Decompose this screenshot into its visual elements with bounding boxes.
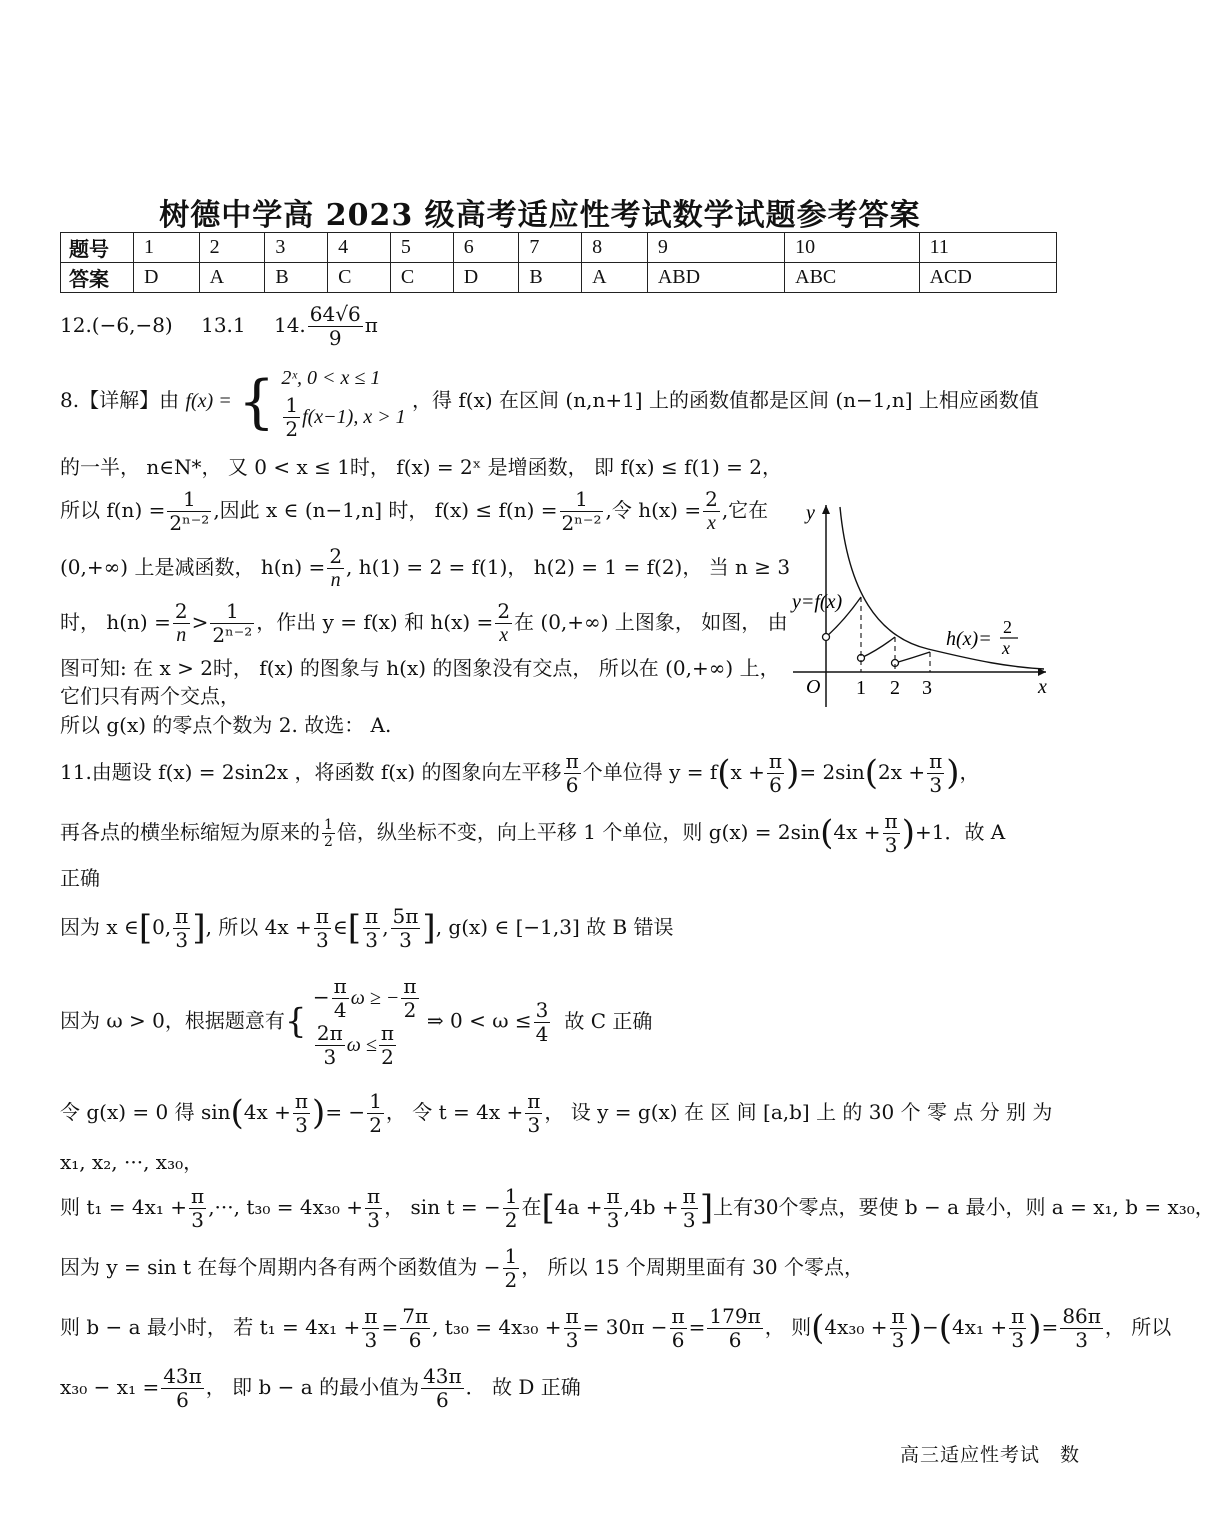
table-cell: 11 — [919, 233, 1056, 263]
q11-line-3: 正确 — [60, 866, 100, 890]
answer-12: 12.(−6,−8) — [60, 313, 173, 337]
table-cell: B — [519, 263, 582, 293]
table-cell: B — [265, 263, 328, 293]
origin-label: O — [806, 676, 821, 698]
y-arrow-icon — [822, 505, 830, 514]
fill-answers — [60, 303, 378, 350]
table-cell: ABD — [647, 263, 784, 293]
q8-line-5: 时， h(n) = $\frac{2}{n}$ > $\frac{1}{\text{2ⁿ⁻²}}$ ，作出 y = f(x) 和 h(x) = $\frac{2}{x}$ 在 (0,+∞) 上图象， 如图， 由 — [60, 599, 788, 647]
f-segment-3 — [895, 652, 930, 663]
table-cell: ABC — [785, 263, 919, 293]
q8-line-6: 图可知: 在 x > 2时， f(x) 的图象与 h(x) 的图象没有交点， 所以在 (0,+∞) 上， — [60, 656, 780, 680]
h-label-den: x — [1002, 638, 1010, 658]
h-label: h(x)= — [946, 628, 992, 650]
q11-line-10: 则 b − a 最小时， 若 t₁ = 4x₁ + $\frac{\pi}{3}$ = $\frac{7\pi}{6}$ , t₃₀ = 4x₃₀ + $\frac{\pi}{3}$ = 30π − $\frac{\pi}{6}$ = $\frac{179\pi}{6}$ ， 则(4x₃₀ + $\frac{\pi}{3}$ )−(4x₁ + $\frac{\pi}{3}$ )= $\frac{86\pi}{3}$ ， 所以 — [60, 1304, 1172, 1352]
table-cell: 3 — [265, 233, 328, 263]
table-cell: A — [582, 263, 648, 293]
table-cell: 9 — [647, 233, 784, 263]
f-segment-2 — [861, 637, 895, 658]
table-cell: 10 — [785, 233, 919, 263]
table-cell: 7 — [519, 233, 582, 263]
q8-line-1: 8.【详解】由 f(x) = { 2ˣ, 0 < x ≤ 1 $\frac{1}{2}$ f(x−1), x > 1 ，得 f(x) 在区间 (n,n+1] 上的函数值都是区间 (n−1,n] 上相应函数值 — [60, 367, 1039, 441]
table-cell: D — [134, 263, 200, 293]
table-cell: 2 — [199, 233, 265, 263]
tick-label: 3 — [922, 677, 932, 699]
page-footer: 高三适应性考试 数 — [899, 1444, 1080, 1466]
q8-line-3: 所以 f(n) = $\frac{1}{\text{2ⁿ⁻²}}$ ,因此 x ∈ (n−1,n] 时， f(x) ≤ f(n) = $\frac{1}{\text{2ⁿ⁻²}}$ ,令 h(x) = $\frac{2}{x}$ ,它在 — [60, 487, 769, 535]
y-axis-label: y — [806, 502, 815, 524]
table-cell: 5 — [390, 233, 453, 263]
q11-line-5: 因为 ω > 0，根据题意有{ − $\frac{\pi}{4}$ ω ≥ − $\frac{\pi}{2}$ $\frac{2\pi}{3}$ ω ≤ $\frac{\pi}{2}$ ⇒ 0 < ω ≤ $\frac{3}{4}$ 故 C 正确 — [60, 974, 653, 1069]
open-point — [823, 634, 830, 641]
answer-14: 14. $\frac{64√6}{9}$ π — [273, 302, 378, 350]
page-title: 树德中学高 2023 级高考适应性考试数学试题参考答案 — [159, 198, 921, 233]
row-header: 答案 — [61, 263, 134, 293]
h-label-num: 2 — [1003, 617, 1012, 637]
q11-line-8: 则 t₁ = 4x₁ + $\frac{\pi}{3}$ ,···, t₃₀ = 4x₃₀ + $\frac{\pi}{3}$ ， sin t = − $\frac{1}{2}$ 在[4a + $\frac{\pi}{3}$ ,4b + $\frac{\pi}{3}$ ]上有30个零点，要使 b − a 最小，则 a = x₁, b = x₃₀， — [60, 1184, 1215, 1232]
q11-line-7: x₁, x₂, ···, x₃₀， — [60, 1150, 204, 1174]
row-header: 题号 — [61, 233, 134, 263]
table-cell: 8 — [582, 233, 648, 263]
q8-line-2: 的一半， n∈N*， 又 0 < x ≤ 1时， f(x) = 2ˣ 是增函数， 即 f(x) ≤ f(1) = 2， — [60, 455, 783, 479]
q11-line-9: 因为 y = sin t 在每个周期内各有两个函数值为 − $\frac{1}{2}$ ， 所以 15 个周期里面有 30 个零点， — [60, 1244, 864, 1292]
q11-line-1: 11.由题设 f(x) = 2sin2x ，将函数 f(x) 的图象向左平移 $\frac{\pi}{6}$ 个单位得 y = f(x + $\frac{\pi}{6}$ )= 2sin(2x + $\frac{\pi}{3}$ )， — [60, 749, 980, 797]
table-cell: 1 — [134, 233, 200, 263]
q11-line-2: 再各点的横坐标缩短为原来的 $\frac{1}{2}$ 倍，纵坐标不变，向上平移 1 个单位，则 g(x) = 2sin(4x + $\frac{\pi}{3}$ )+1．故 A — [60, 809, 1006, 857]
q8-line-8: 所以 g(x) 的零点个数为 2. 故选： A. — [60, 713, 392, 737]
table-cell: ACD — [919, 263, 1056, 293]
tick-label: 2 — [890, 677, 900, 699]
q11-line-6: 令 g(x) = 0 得 sin(4x + $\frac{\pi}{3}$ )= − $\frac{1}{2}$ ， 令 t = 4x + $\frac{\pi}{3}$ ， 设 y = g(x) 在 区 间 [a,b] 上 的 30 个 零 点 分 别 为 — [60, 1089, 1053, 1137]
f-label: y=f(x) — [792, 591, 843, 613]
q8-line-7: 它们只有两个交点， — [60, 684, 240, 708]
q11-line-4: 因为 x ∈[0, $\frac{\pi}{3}$ ], 所以 4x + $\frac{\pi}{3}$ ∈[ $\frac{\pi}{3}$ , $\frac{5\pi}{3}$ ], g(x) ∈ [−1,3] 故 B 错误 — [60, 904, 674, 952]
table-row — [61, 263, 1057, 293]
answer-table — [60, 232, 1057, 293]
function-graph — [788, 497, 1050, 712]
q8-line-4: (0,+∞) 上是减函数， h(n) = $\frac{2}{n}$ , h(1) = 2 = f(1)， h(2) = 1 = f(2)， 当 n ≥ 3 — [60, 544, 791, 591]
answer-13: 13.1 — [201, 313, 246, 337]
table-cell: A — [199, 263, 265, 293]
table-cell: 6 — [453, 233, 519, 263]
tick-label: 1 — [856, 677, 866, 699]
table-cell: D — [453, 263, 519, 293]
table-cell: 4 — [328, 233, 391, 263]
table-cell: C — [328, 263, 391, 293]
table-cell: C — [390, 263, 453, 293]
x-axis-label: x — [1038, 676, 1047, 698]
h-curve — [840, 507, 1044, 669]
table-row — [61, 233, 1057, 263]
q11-line-11: x₃₀ − x₁ = $\frac{43\pi}{6}$ ， 即 b − a 的最小值为 $\frac{43\pi}{6}$ ． 故 D 正确 — [60, 1364, 581, 1412]
